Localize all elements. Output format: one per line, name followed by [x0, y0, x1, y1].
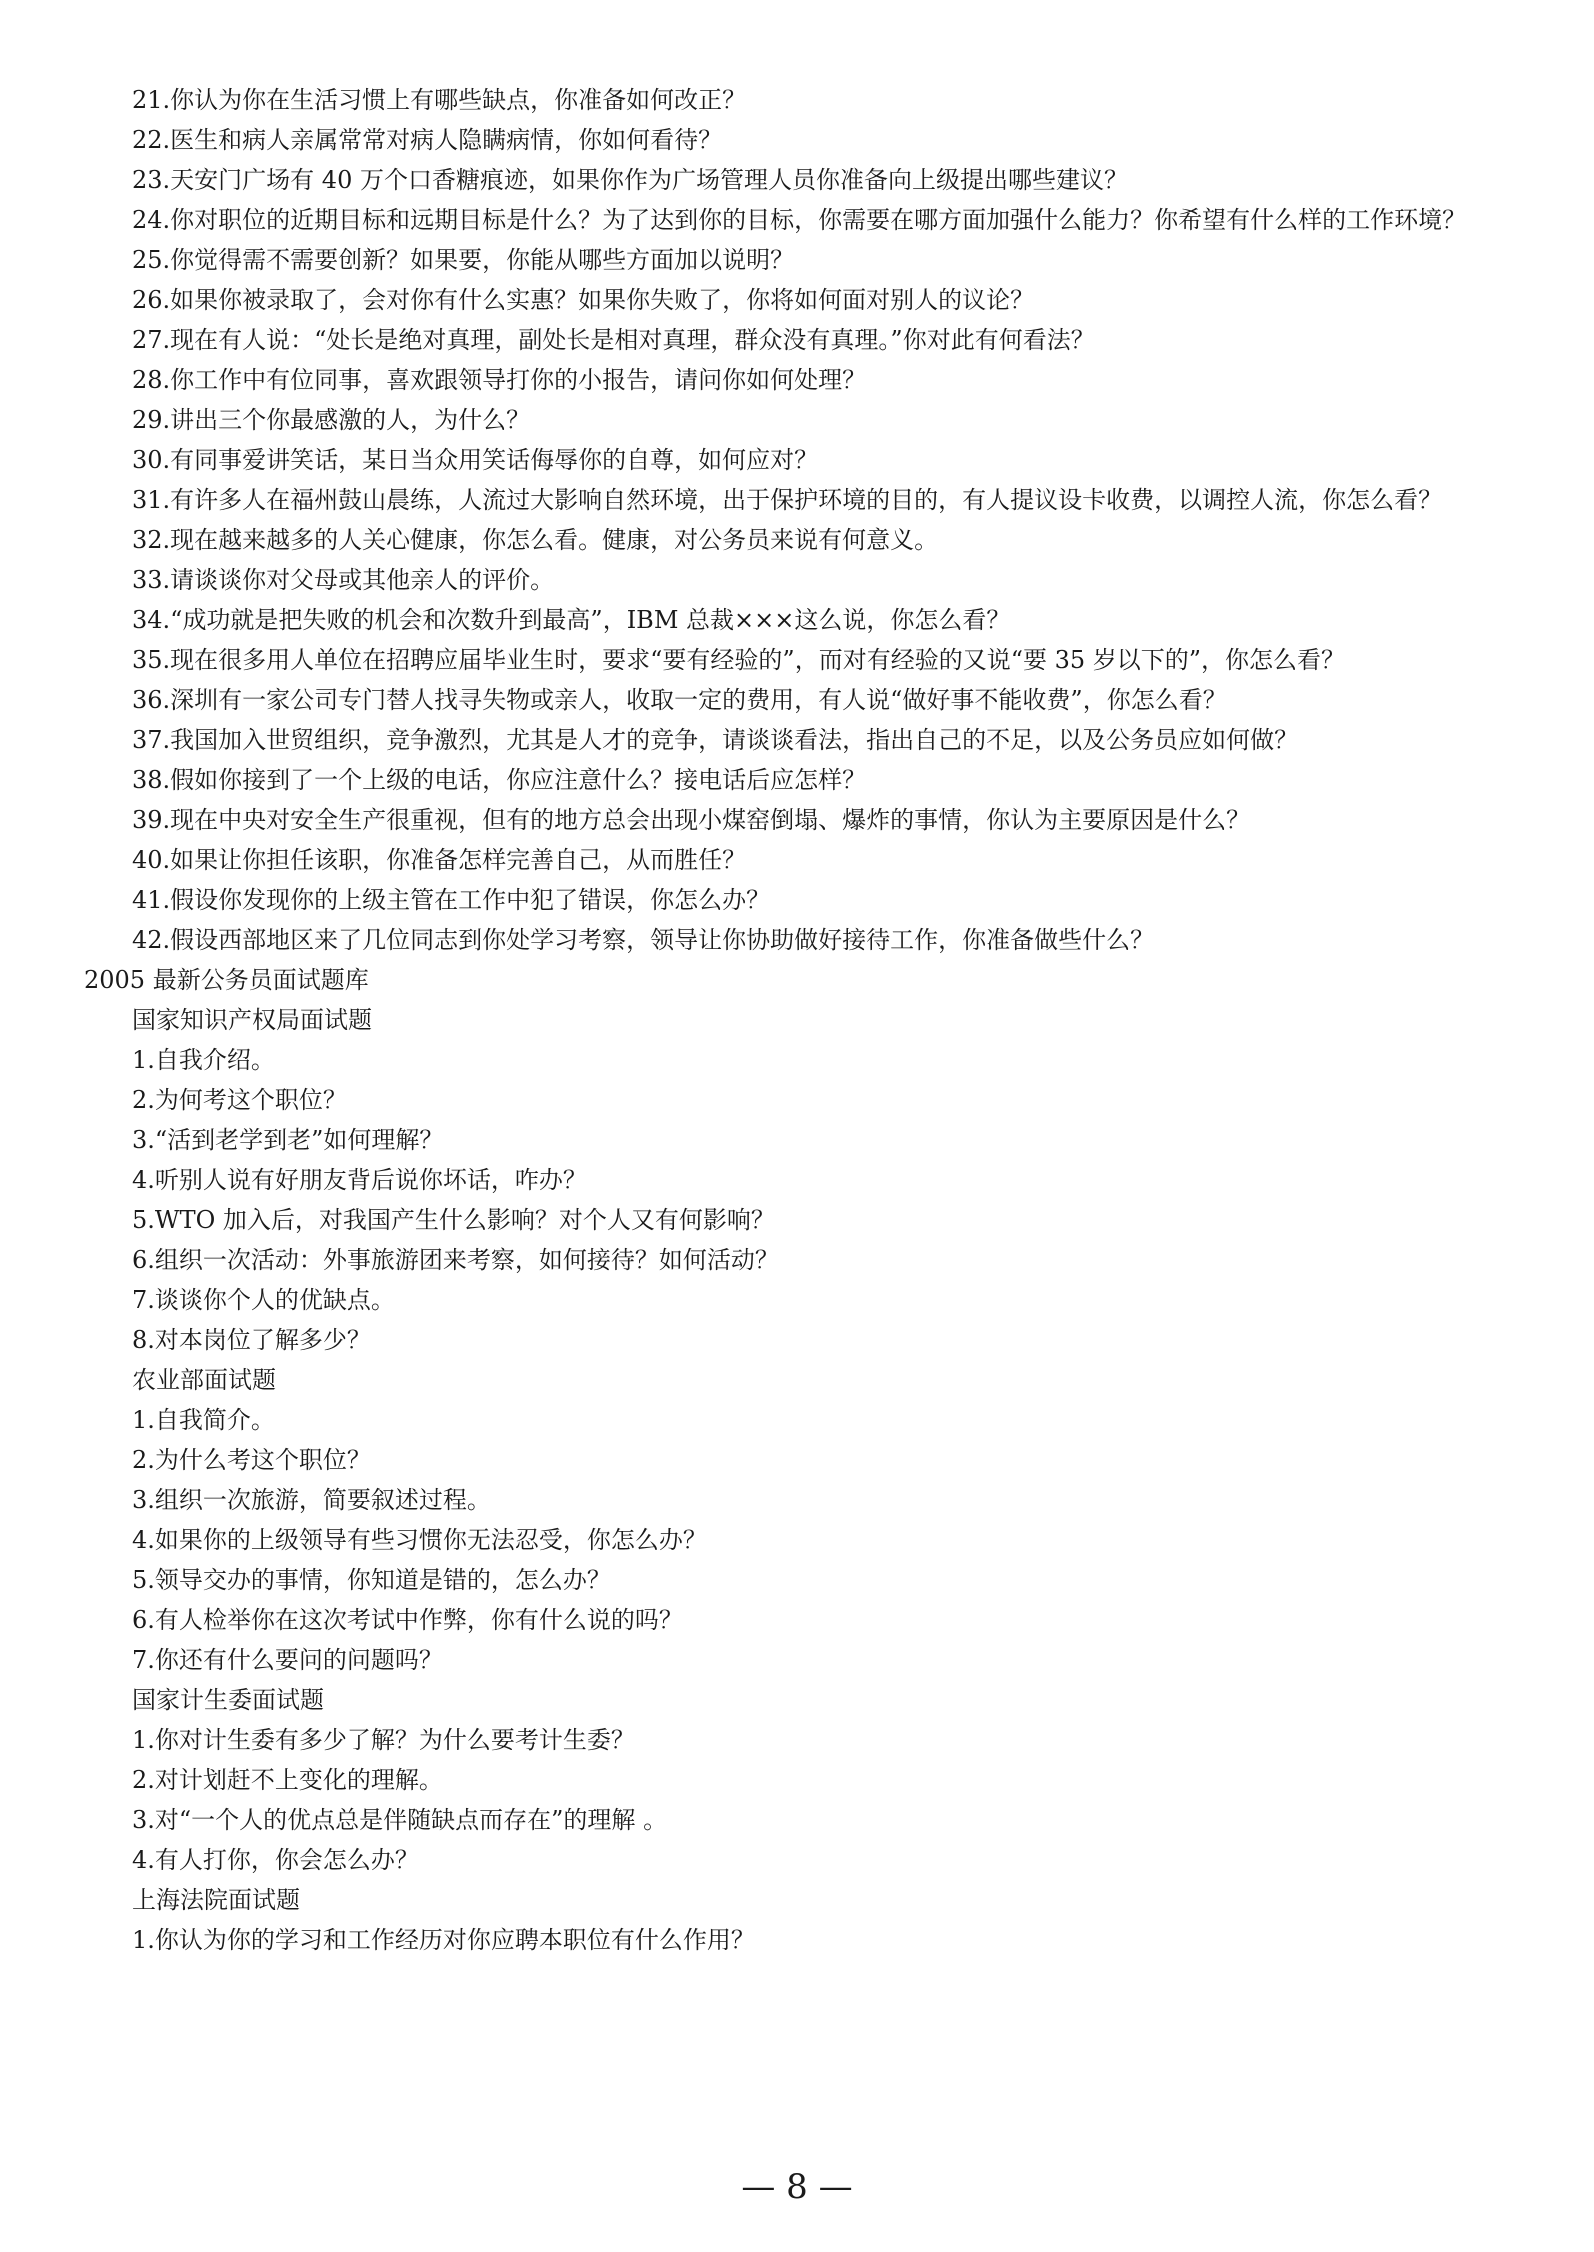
document-line: 26.如果你被录取了，会对你有什么实惠？如果你失败了，你将如何面对别人的议论？ [132, 286, 1035, 314]
document-line: 2.为什么考这个职位？ [132, 1446, 371, 1474]
document-line: 6.组织一次活动：外事旅游团来考察，如何接待？如何活动？ [132, 1246, 779, 1274]
document-line: 38.假如你接到了一个上级的电话，你应注意什么？接电话后应怎样？ [132, 766, 867, 794]
document-line: 上海法院面试题 [132, 1886, 300, 1914]
document-line: 4.听别人说有好朋友背后说你坏话，咋办？ [132, 1166, 587, 1194]
document-line: 29.讲出三个你最感激的人，为什么？ [132, 406, 531, 434]
document-line: 24.你对职位的近期目标和远期目标是什么？为了达到你的目标，你需要在哪方面加强什么能力？你希望有什么样的工作环境？ [132, 206, 1467, 234]
document-line: 1.自我简介。 [132, 1406, 275, 1434]
document-line: 27.现在有人说：“处长是绝对真理，副处长是相对真理，群众没有真理。”你对此有何看法？ [132, 326, 1095, 354]
document-line: 2.对计划赶不上变化的理解。 [132, 1766, 443, 1794]
document-line: 25.你觉得需不需要创新？如果要，你能从哪些方面加以说明？ [132, 246, 795, 274]
document-line: 3.对“一个人的优点总是伴随缺点而存在”的理解 。 [132, 1806, 668, 1834]
document-line: 30.有同事爱讲笑话，某日当众用笑话侮辱你的自尊，如何应对？ [132, 446, 819, 474]
document-line: 5.WTO 加入后，对我国产生什么影响？对个人又有何影响？ [132, 1206, 775, 1234]
document-line: 41.假设你发现你的上级主管在工作中犯了错误，你怎么办？ [132, 886, 771, 914]
document-line: 23.天安门广场有 40 万个口香糖痕迹，如果你作为广场管理人员你准备向上级提出哪些建议？ [132, 166, 1128, 194]
document-line: 8.对本岗位了解多少？ [132, 1326, 371, 1354]
document-line: 1.自我介绍。 [132, 1046, 275, 1074]
document-line: 37.我国加入世贸组织，竞争激烈，尤其是人才的竞争，请谈谈看法，指出自己的不足，以及公务员应如何做？ [132, 726, 1299, 754]
document-line: 21.你认为你在生活习惯上有哪些缺点，你准备如何改正？ [132, 86, 747, 114]
document-line: 32.现在越来越多的人关心健康，你怎么看。健康，对公务员来说有何意义。 [132, 526, 939, 554]
document-line: 22.医生和病人亲属常常对病人隐瞒病情，你如何看待？ [132, 126, 723, 154]
document-line: 6.有人检举你在这次考试中作弊，你有什么说的吗？ [132, 1606, 683, 1634]
document-line: 国家知识产权局面试题 [132, 1006, 372, 1034]
document-line: 33.请谈谈你对父母或其他亲人的评价。 [132, 566, 555, 594]
document-line: 4.如果你的上级领导有些习惯你无法忍受，你怎么办？ [132, 1526, 707, 1554]
document-line: 34.“成功就是把失败的机会和次数升到最高”，IBM 总裁×××这么说，你怎么看？ [132, 606, 1011, 634]
document-line: 3.组织一次旅游，简要叙述过程。 [132, 1486, 491, 1514]
document-line: 3.“活到老学到老”如何理解？ [132, 1126, 444, 1154]
document-line: 7.谈谈你个人的优缺点。 [132, 1286, 395, 1314]
document-line: 7.你还有什么要问的问题吗？ [132, 1646, 443, 1674]
document-line: 36.深圳有一家公司专门替人找寻失物或亲人，收取一定的费用，有人说“做好事不能收费”，你怎么看？ [132, 686, 1227, 714]
document-line: 28.你工作中有位同事，喜欢跟领导打你的小报告，请问你如何处理？ [132, 366, 867, 394]
document-line: 5.领导交办的事情，你知道是错的，怎么办？ [132, 1566, 611, 1594]
document-line: 农业部面试题 [132, 1366, 276, 1394]
document-line: 国家计生委面试题 [132, 1686, 324, 1714]
document-line: 2.为何考这个职位？ [132, 1086, 347, 1114]
document-line: 1.你对计生委有多少了解？为什么要考计生委？ [132, 1726, 635, 1754]
document-line: 31.有许多人在福州鼓山晨练，人流过大影响自然环境，出于保护环境的目的，有人提议设卡收费，以调控人流，你怎么看？ [132, 486, 1443, 514]
document-body [84, 80, 1524, 1960]
document-line: 35.现在很多用人单位在招聘应届毕业生时，要求“要有经验的”，而对有经验的又说“要 35 岁以下的”，你怎么看？ [132, 646, 1346, 674]
document-line: 40.如果让你担任该职，你准备怎样完善自己，从而胜任？ [132, 846, 747, 874]
document-line: 4.有人打你，你会怎么办？ [132, 1846, 419, 1874]
document-line: 42.假设西部地区来了几位同志到你处学习考察，领导让你协助做好接待工作，你准备做些什么？ [132, 926, 1155, 954]
document-line: 1.你认为你的学习和工作经历对你应聘本职位有什么作用？ [132, 1926, 755, 1954]
document-line: 39.现在中央对安全生产很重视，但有的地方总会出现小煤窑倒塌、爆炸的事情，你认为主要原因是什么？ [132, 806, 1251, 834]
section-heading: 2005 最新公务员面试题库 [84, 966, 369, 994]
page-number: — 8 — [741, 2167, 853, 2207]
